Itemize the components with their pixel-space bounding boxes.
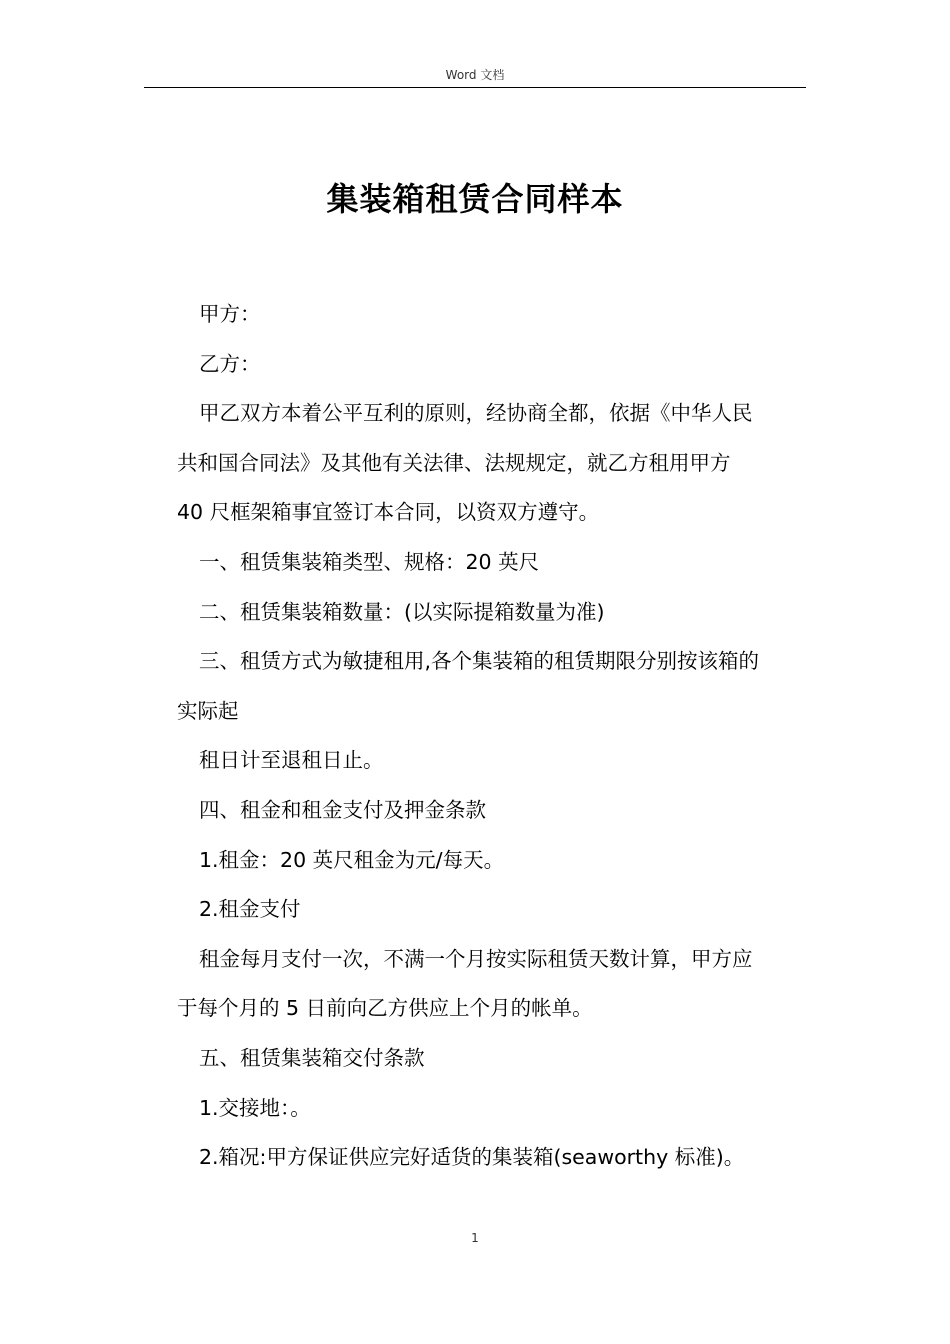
paragraph-party-b: 乙方： [199,351,261,376]
clause-4-heading: 四、租金和租金支付及押金条款 [199,797,486,822]
clause-4-2-payment-detail: 租金每月支付一次，不满一个月按实际租赁天数计算，甲方应 [199,946,753,971]
clause-5-1-handover-place: 1.交接地：。 [199,1095,311,1120]
page-header: Word 文档 [445,68,505,82]
clause-3-lease-method: 三、租赁方式为敏捷租用,各个集装箱的租赁期限分别按该箱的 [199,649,760,674]
clause-5-2-container-condition: 2.箱况:甲方保证供应完好适货的集装箱(seaworthy 标准)。 [199,1145,745,1170]
clause-3-lease-period: 租日计至退租日止。 [199,748,384,773]
document-body [177,290,807,1183]
paragraph-preamble-end: 40 尺框架箱事宜签订本合同，以资双方遵守。 [177,500,600,525]
paragraph-preamble: 甲乙双方本着公平互利的原则，经协商全都，依据《中华人民 [199,401,753,426]
clause-4-1-rent: 1.租金：20 英尺租金为元/每天。 [199,847,505,872]
clause-5-heading: 五、租赁集装箱交付条款 [199,1045,425,1070]
clause-4-2-payment-detail-cont: 于每个月的 5 日前向乙方供应上个月的帐单。 [177,996,593,1021]
document-title: 集装箱租赁合同样本 [326,180,624,219]
paragraph-preamble-cont: 共和国合同法》及其他有关法律、法规规定，就乙方租用甲方 [177,450,731,475]
clause-4-2-payment: 2.租金支付 [199,897,301,922]
paragraph-party-a: 甲方： [199,302,261,326]
clause-1-type-spec: 一、租赁集装箱类型、规格：20 英尺 [199,549,540,574]
clause-2-quantity: 二、租赁集装箱数量：(以实际提箱数量为准) [199,599,605,624]
clause-3-lease-method-cont: 实际起 [177,698,239,723]
page-number: 1 [471,1231,479,1245]
header-divider [144,87,806,88]
